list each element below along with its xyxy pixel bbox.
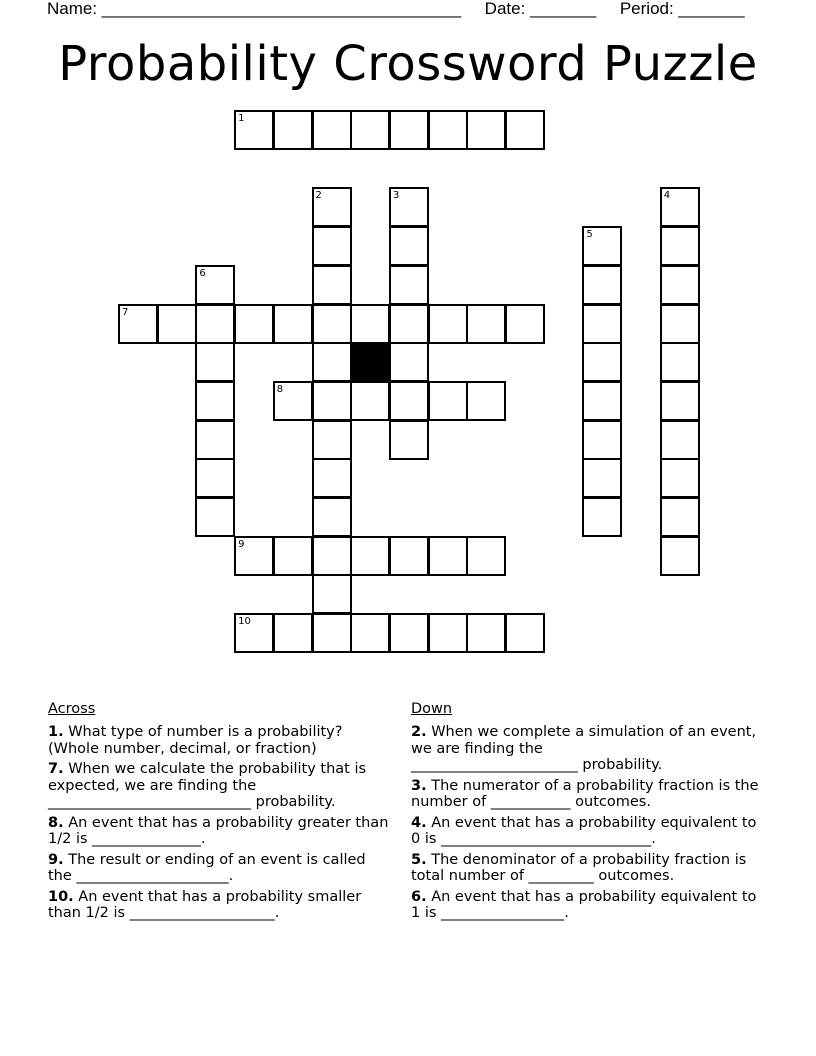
- clue-text: The result or ending of an event is called the _____________________.: [48, 851, 366, 884]
- grid-cell[interactable]: [312, 420, 352, 460]
- clue-text: An event that has a probability equivalent to 0 is _____________________________.: [411, 814, 757, 847]
- clue-number: 6.: [411, 888, 427, 905]
- clue-number: 10.: [48, 888, 74, 905]
- clue-number: 8.: [48, 814, 64, 831]
- grid-cell[interactable]: [389, 342, 429, 382]
- grid-cell[interactable]: [582, 458, 622, 498]
- clue-number: 7.: [48, 761, 64, 777]
- grid-cell[interactable]: [428, 613, 468, 653]
- grid-block: [350, 342, 390, 382]
- down-clue: [411, 778, 761, 811]
- grid-cell[interactable]: [312, 536, 352, 576]
- clue-text: When we calculate the probability that is expected, we are finding the ____________________________ probability.: [48, 761, 367, 810]
- grid-cell[interactable]: [350, 613, 390, 653]
- grid-cell[interactable]: [428, 536, 468, 576]
- grid-cell[interactable]: [312, 304, 352, 344]
- grid-cell[interactable]: [582, 226, 622, 266]
- grid-cell[interactable]: [660, 265, 700, 305]
- clue-number-label: 1: [238, 113, 245, 124]
- grid-cell[interactable]: [660, 497, 700, 537]
- grid-cell[interactable]: [234, 304, 274, 344]
- grid-cell[interactable]: [118, 304, 158, 344]
- grid-cell[interactable]: [389, 110, 429, 150]
- grid-cell[interactable]: [660, 342, 700, 382]
- grid-cell[interactable]: [312, 265, 352, 305]
- grid-cell[interactable]: [195, 304, 235, 344]
- grid-cell[interactable]: [312, 497, 352, 537]
- clue-number-label: 3: [392, 190, 400, 202]
- grid-cell[interactable]: [273, 381, 313, 421]
- grid-cell[interactable]: [312, 110, 352, 150]
- clue-text: When we complete a simulation of an event, we are finding the _______________________ probability.: [411, 724, 757, 773]
- grid-cell[interactable]: [389, 187, 429, 227]
- clue-number-label: 9: [238, 538, 245, 550]
- across-heading: Across: [48, 701, 96, 717]
- grid-cell[interactable]: [466, 381, 506, 421]
- clue-number: 2.: [411, 724, 427, 740]
- clue-number-label: 8: [276, 383, 284, 395]
- down-clue: [411, 724, 761, 774]
- grid-cell[interactable]: [466, 536, 506, 576]
- grid-cell[interactable]: [660, 304, 700, 344]
- grid-cell[interactable]: [505, 110, 545, 150]
- down-clue: [411, 852, 761, 885]
- grid-cell[interactable]: [350, 381, 390, 421]
- across-clue: [48, 852, 393, 885]
- across-clues: [48, 700, 393, 926]
- clue-number-label: 7: [122, 306, 129, 318]
- down-heading: Down: [411, 701, 453, 717]
- clue-text: An event that has a probability greater than 1/2 is _______________.: [48, 814, 389, 847]
- grid-cell[interactable]: [195, 265, 235, 305]
- clue-number: 1.: [48, 724, 64, 740]
- clue-number: 9.: [48, 851, 64, 868]
- grid-cell[interactable]: [660, 420, 700, 460]
- grid-cell[interactable]: [582, 304, 622, 344]
- grid-cell[interactable]: [582, 342, 622, 382]
- grid-cell[interactable]: [273, 110, 313, 150]
- grid-cell[interactable]: [312, 381, 352, 421]
- grid-cell[interactable]: [582, 420, 622, 460]
- grid-cell[interactable]: [312, 458, 352, 498]
- grid-cell[interactable]: [582, 381, 622, 421]
- grid-cell[interactable]: [428, 110, 468, 150]
- grid-cell[interactable]: [660, 226, 700, 266]
- grid-cell[interactable]: [582, 497, 622, 537]
- clue-text: The denominator of a probability fraction is total number of _________ outcomes.: [411, 851, 747, 884]
- grid-cell[interactable]: [312, 574, 352, 614]
- grid-cell[interactable]: [660, 458, 700, 498]
- across-clue: [48, 761, 393, 811]
- grid-cell[interactable]: [350, 110, 390, 150]
- across-clue: [48, 889, 393, 922]
- grid-cell[interactable]: [660, 536, 700, 576]
- grid-cell[interactable]: [195, 342, 235, 382]
- grid-cell[interactable]: [350, 304, 390, 344]
- clue-text: The numerator of a probability fraction is the number of ___________ outcomes.: [411, 777, 759, 810]
- clue-number: 3.: [411, 777, 427, 794]
- grid-cell[interactable]: [389, 420, 429, 460]
- grid-cell[interactable]: [312, 187, 352, 227]
- grid-cell[interactable]: [660, 381, 700, 421]
- clue-number-label: 5: [586, 229, 593, 241]
- page-title: Probability Crossword Puzzle: [58, 36, 758, 92]
- clue-number-label: 4: [663, 190, 671, 202]
- grid-cell[interactable]: [505, 304, 545, 344]
- grid-cell[interactable]: [466, 304, 506, 344]
- grid-cell[interactable]: [195, 381, 235, 421]
- grid-cell[interactable]: [389, 304, 429, 344]
- grid-cell[interactable]: [195, 420, 235, 460]
- clue-number-label: 2: [315, 190, 322, 202]
- across-clue: [48, 724, 393, 757]
- grid-cell[interactable]: [234, 110, 274, 150]
- grid-cell[interactable]: [389, 265, 429, 305]
- grid-cell[interactable]: [195, 497, 235, 537]
- grid-cell[interactable]: [582, 265, 622, 305]
- grid-cell[interactable]: [660, 187, 700, 227]
- clue-number-label: 6: [199, 267, 206, 279]
- down-clue: [411, 889, 761, 922]
- down-clues: [411, 700, 761, 926]
- clue-text: An event that has a probability smaller than 1/2 is ____________________.: [48, 888, 362, 921]
- grid-cell[interactable]: [273, 536, 313, 576]
- grid-cell[interactable]: [312, 613, 352, 653]
- grid-cell[interactable]: [389, 613, 429, 653]
- across-clue: [48, 815, 393, 848]
- grid-cell[interactable]: [273, 613, 313, 653]
- grid-cell[interactable]: [312, 342, 352, 382]
- grid-cell[interactable]: [234, 613, 274, 653]
- grid-cell[interactable]: [195, 458, 235, 498]
- grid-cell[interactable]: [389, 381, 429, 421]
- grid-cell[interactable]: [273, 304, 313, 344]
- clue-number: 4.: [411, 814, 427, 831]
- grid-cell[interactable]: [428, 304, 468, 344]
- grid-cell[interactable]: [466, 110, 506, 150]
- grid-cell[interactable]: [312, 226, 352, 266]
- clue-number-label: 10: [238, 616, 251, 628]
- clue-text: An event that has a probability equivalent to 1 is _________________.: [411, 888, 757, 921]
- grid-cell[interactable]: [157, 304, 197, 344]
- grid-cell[interactable]: [350, 536, 390, 576]
- clue-text: What type of number is a probability? (Whole number, decimal, or fraction): [48, 724, 343, 757]
- student-info-line: Name: ______________________________________ Date: _______ Period: _______: [47, 0, 745, 18]
- grid-cell[interactable]: [466, 613, 506, 653]
- grid-cell[interactable]: [234, 536, 274, 576]
- clue-number: 5.: [411, 851, 427, 868]
- grid-cell[interactable]: [505, 613, 545, 653]
- grid-cell[interactable]: [389, 226, 429, 266]
- grid-cell[interactable]: [389, 536, 429, 576]
- down-clue: [411, 815, 761, 848]
- grid-cell[interactable]: [428, 381, 468, 421]
